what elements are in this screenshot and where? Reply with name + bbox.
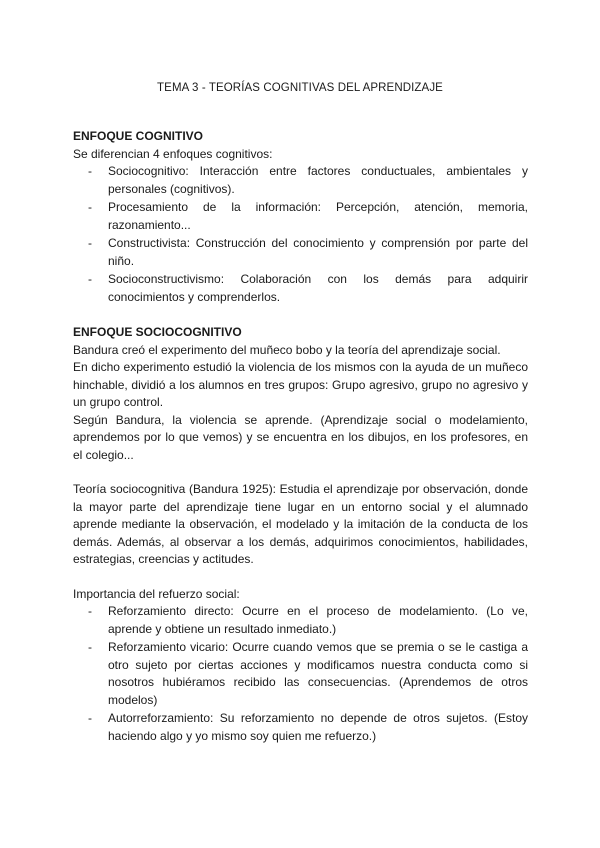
list-dash: - [88, 272, 92, 286]
section-heading-cognitivo: ENFOQUE COGNITIVO [73, 129, 204, 143]
paragraph-experimento: En dicho experimento estudió la violencia de los mismos con la ayuda de un muñeco hinchable, dividió a los alumnos en tres grupos: Grupo agresivo, grupo no agresivo y un grupo control. [73, 360, 528, 409]
list-dash: - [88, 236, 92, 250]
list-dash: - [88, 604, 92, 618]
paragraph-bandura: Bandura creó el experimento del muñeco bobo y la teoría del aprendizaje social. [73, 342, 501, 357]
document-body [73, 128, 528, 746]
list-item-text: Procesamiento de la información: Percepción, atención, memoria, razonamiento... [108, 200, 528, 232]
list-dash: - [88, 200, 92, 214]
list-item-text: Autorreforzamiento: Su reforzamiento no depende de otros sujetos. (Estoy haciendo algo y yo mismo soy quien me refuerzo.) [108, 711, 528, 743]
list-dash: - [88, 640, 92, 654]
list-item [73, 710, 528, 745]
list-item [73, 271, 528, 306]
refuerzo-list [73, 603, 528, 745]
paragraph-violencia: Según Bandura, la violencia se aprende. (Aprendizaje social o modelamiento, aprendemos por lo que vemos) y se encuentra en los dibujos, en los profesores, en el colegio... [73, 412, 528, 462]
list-item-text: Reforzamiento directo: Ocurre en el proceso de modelamiento. (Lo ve, aprende y obtiene un resultado inmediato.) [108, 604, 528, 636]
list-item-text: Constructivista: Construcción del conocimiento y comprensión por parte del niño. [108, 236, 528, 268]
cognitivo-intro: Se diferencian 4 enfoques cognitivos: [73, 146, 273, 161]
section-heading-sociocognitivo: ENFOQUE SOCIOCOGNITIVO [73, 325, 242, 339]
refuerzo-intro: Importancia del refuerzo social: [73, 586, 240, 601]
cognitivo-list [73, 163, 528, 306]
paragraph-teoria-sociocognitiva: Teoría sociocognitiva (Bandura 1925): Estudia el aprendizaje por observación, donde la mayor parte del aprendizaje tiene lugar en un entorno social y el alumnado aprende mediante la observación, el modelado y la imitación de la conducta de los demás. Además, al observar a los demás, adquirimos conocimientos, habilidades, estrategias, creencias y actitudes. [73, 482, 528, 566]
list-item-text: Socioconstructivismo: Colaboración con los demás para adquirir conocimientos y comprenderlos. [108, 272, 528, 304]
list-item [73, 163, 528, 198]
list-item [73, 603, 528, 638]
list-item [73, 235, 528, 270]
document-title: TEMA 3 - TEORÍAS COGNITIVAS DEL APRENDIZAJE [157, 82, 443, 94]
list-dash: - [88, 711, 92, 725]
list-item-text: Sociocognitivo: Interacción entre factores conductuales, ambientales y personales (cognitivos). [108, 164, 528, 196]
list-item-text: Reforzamiento vicario: Ocurre cuando vemos que se premia o se le castiga a otro sujeto por ciertas acciones y modificamos nuestra conducta como si nosotros hubiéramos recibido las consecuencias. (Aprendemos de otros modelos) [108, 640, 528, 707]
list-item [73, 639, 528, 709]
list-item [73, 199, 528, 234]
list-dash: - [88, 164, 92, 178]
